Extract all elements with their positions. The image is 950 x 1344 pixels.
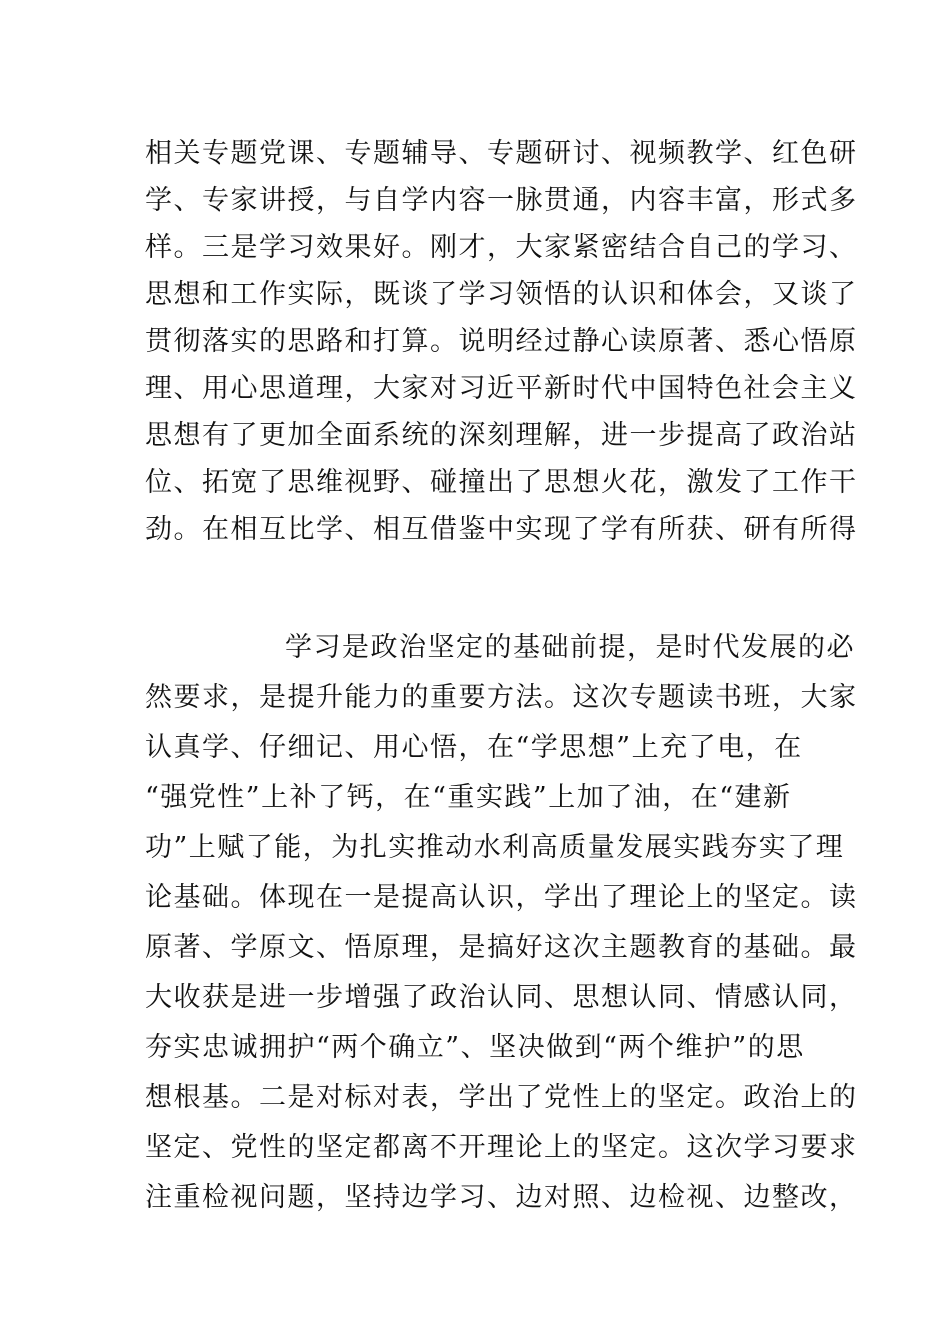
paragraph-2-line: 功”上赋了能，为扎实推动水利高质量发展实践夯实了理	[145, 832, 845, 863]
paragraph-2-line: 夯实忠诚拥护“两个确立”、坚决做到“两个维护”的思	[145, 1032, 805, 1063]
paragraph-2-line: 学习是政治坚定的基础前提，是时代发展的必	[285, 632, 855, 663]
paragraph-2-line: 原著、学原文、悟原理，是搞好这次主题教育的基础。最	[145, 932, 858, 963]
paragraph-2-line: 然要求，是提升能力的重要方法。这次专题读书班，大家	[145, 682, 858, 713]
paragraph-2-line: 坚定、党性的坚定都离不开理论上的坚定。这次学习要求	[145, 1132, 858, 1163]
paragraph-2-line: 大收获是进一步增强了政治认同、思想认同、情感认同，	[145, 982, 858, 1013]
paragraph-1-line: 劲。在相互比学、相互借鉴中实现了学有所获、研有所得	[145, 514, 858, 545]
paragraph-1-line: 学、专家讲授，与自学内容一脉贯通，内容丰富，形式多	[145, 185, 858, 216]
paragraph-1-line: 思想和工作实际，既谈了学习领悟的认识和体会，又谈了	[145, 279, 858, 310]
paragraph-2-line: 注重检视问题，坚持边学习、边对照、边检视、边整改，	[145, 1182, 858, 1213]
paragraph-2-line: 论基础。体现在一是提高认识，学出了理论上的坚定。读	[145, 882, 858, 913]
paragraph-1-line: 思想有了更加全面系统的深刻理解，进一步提高了政治站	[145, 420, 858, 451]
paragraph-2-line: 想根基。二是对标对表，学出了党性上的坚定。政治上的	[145, 1082, 858, 1113]
paragraph-2-line: “强党性”上补了钙，在“重实践”上加了油，在“建新	[145, 782, 792, 813]
paragraph-1-line: 贯彻落实的思路和打算。说明经过静心读原著、悉心悟原	[145, 326, 858, 357]
paragraph-2-line: 认真学、仔细记、用心悟，在“学思想”上充了电，在	[145, 732, 803, 763]
paragraph-1-line: 理、用心思道理，大家对习近平新时代中国特色社会主义	[145, 373, 858, 404]
paragraph-1-line: 相关专题党课、专题辅导、专题研讨、视频教学、红色研	[145, 138, 858, 169]
paragraph-1-line: 样。三是学习效果好。刚才，大家紧密结合自己的学习、	[145, 232, 858, 263]
paragraph-1-line: 位、拓宽了思维视野、碰撞出了思想火花，激发了工作干	[145, 467, 858, 498]
